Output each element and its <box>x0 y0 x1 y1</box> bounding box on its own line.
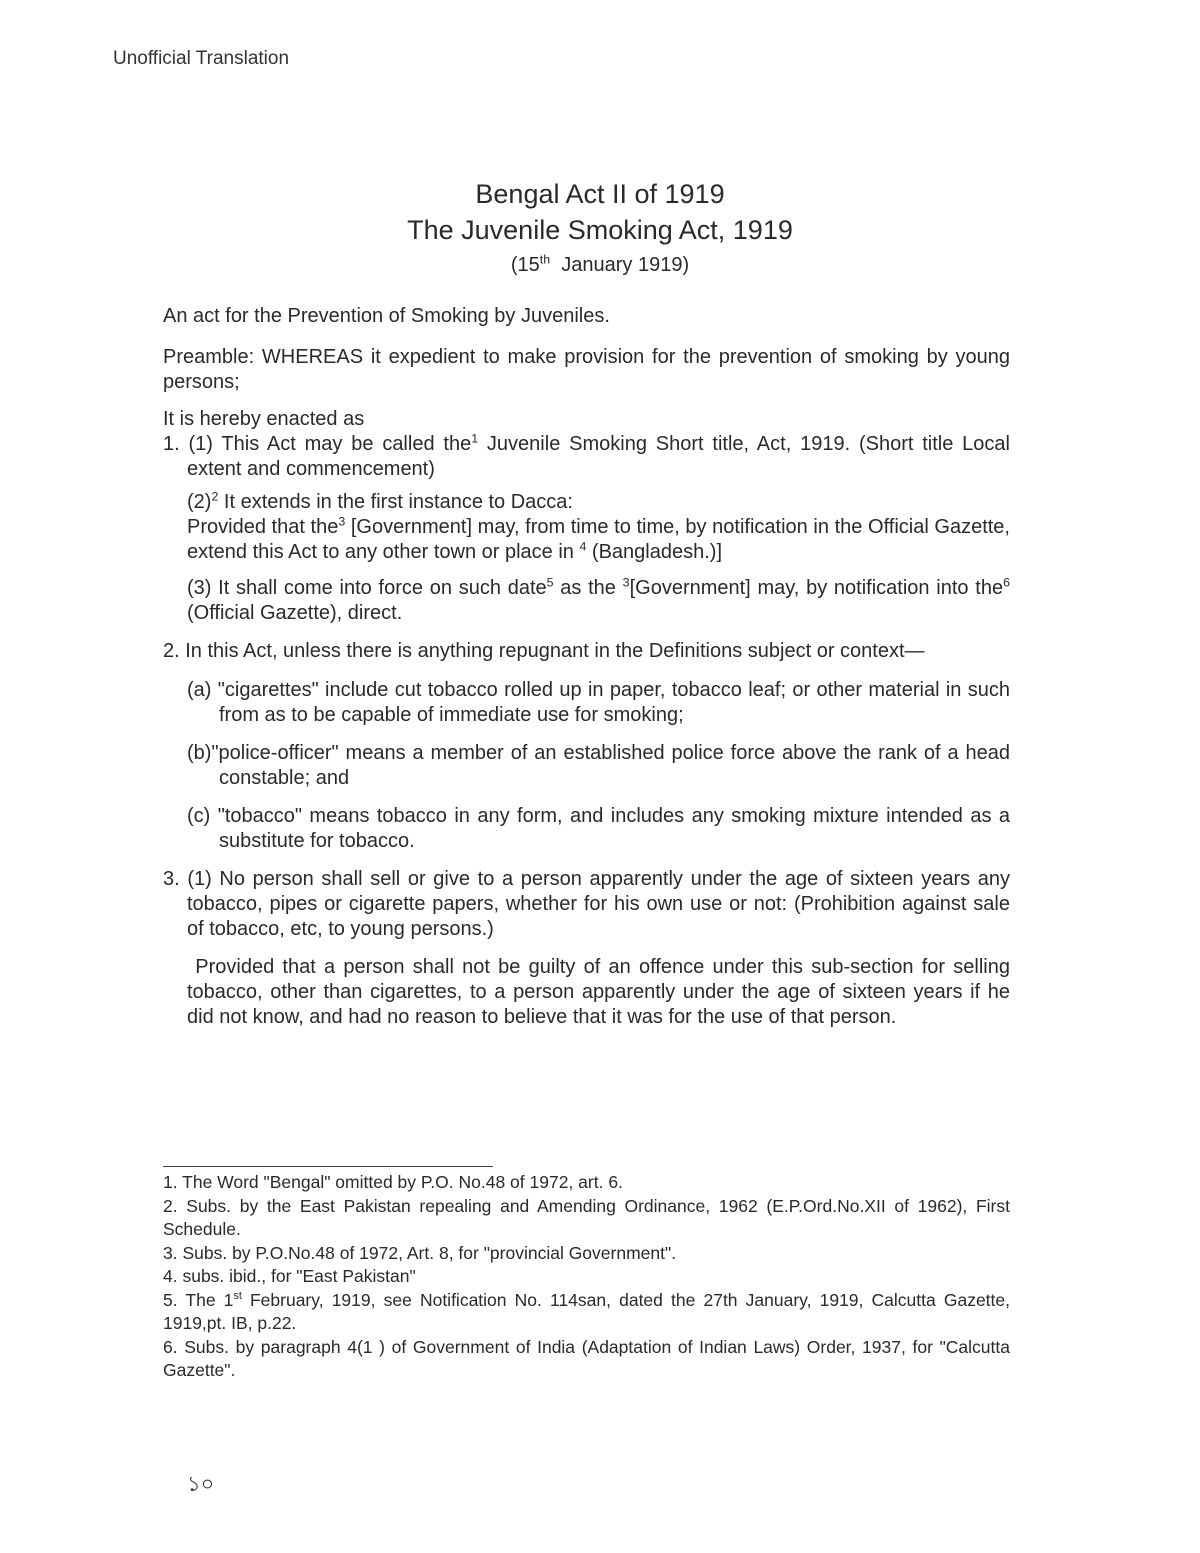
page-number: ১০ <box>187 1472 215 1496</box>
act-name-title: The Juvenile Smoking Act, 1919 <box>407 215 793 245</box>
footnote-2: 2. Subs. by the East Pakistan repealing and Amending Ordinance, 1962 (E.P.Ord.No.XII of 1962), First Schedule. <box>163 1195 1010 1239</box>
act-body <box>163 304 1016 1030</box>
section-3-proviso: Provided that a person shall not be guilty of an offence under this sub-section for selling tobacco, other than cigarettes, to a person apparently under the age of sixteen years if he did not know, and had no reason to believe that it was for the use of that person. <box>187 956 1016 1028</box>
section-3-1: 3. (1) No person shall sell or give to a person apparently under the age of sixteen years any tobacco, pipes or cigarette papers, whether for his own use or not: (Prohibition against sale of tobacco, etc, to young persons.) <box>163 868 1010 940</box>
footnote-4: 4. subs. ibid., for "East Pakistan" <box>163 1266 416 1286</box>
section-1-3: (3) It shall come into force on such date$^5$ as the $^3$[Government] may, by notification into the$^6$ (Official Gazette), direct. <box>187 575 1010 624</box>
act-number-title: Bengal Act II of 1919 <box>475 179 725 209</box>
section-1-2: $(2)^2$ It extends in the first instance to Dacca: <box>187 489 573 513</box>
title-block <box>0 176 1200 280</box>
section-2: 2. In this Act, unless there is anything repugnant in the Definitions subject or context— <box>163 640 925 662</box>
preamble: Preamble: WHEREAS it expedient to make provision for the prevention of smoking by young persons; <box>163 346 1010 393</box>
footnote-1: 1. The Word "Bengal" omitted by P.O. No.48 of 1972, art. 6. <box>163 1172 623 1192</box>
header-label: Unofficial Translation <box>113 48 290 69</box>
footnote-3: 3. Subs. by P.O.No.48 of 1972, Art. 8, for "provincial Government". <box>163 1242 677 1263</box>
footnotes <box>163 1166 1010 1383</box>
definition-c: (c) "tobacco" means tobacco in any form, and includes any smoking mixture intended as a substitute for tobacco. <box>187 805 1010 852</box>
act-date: (15th January 1919) <box>510 252 690 276</box>
long-title: An act for the Prevention of Smoking by Juveniles. <box>163 305 610 327</box>
enacting-clause: It is hereby enacted as <box>163 408 365 430</box>
section-1-1: 1. (1) This Act may be called the$^1$ Juvenile Smoking Short title, Act, 1919. (Short title Local extent and commencement) <box>163 431 1010 480</box>
definition-b: (b)"police-officer" means a member of an established police force above the rank of a head constable; and <box>187 742 1010 789</box>
definition-a: (a) "cigarettes" include cut tobacco rolled up in paper, tobacco leaf; or other material in such from as to be capable of immediate use for smoking; <box>187 679 1010 726</box>
footnote-6: 6. Subs. by paragraph 4(1 ) of Government of India (Adaptation of Indian Laws) Order, 1937, for "Calcutta Gazette". <box>163 1336 1010 1380</box>
footnote-divider <box>163 1166 493 1167</box>
footnote-5: 5. The 1st February, 1919, see Notification No. 114san, dated the 27th January, 1919, Calcutta Gazette, 1919,pt. IB, p.22. <box>163 1289 1010 1333</box>
section-1-2-proviso: Provided that the$^3$ [Government] may, from time to time, by notification in the Official Gazette, extend this Act to any other town or place in $^4$ (Bangladesh.)] <box>187 514 1010 563</box>
